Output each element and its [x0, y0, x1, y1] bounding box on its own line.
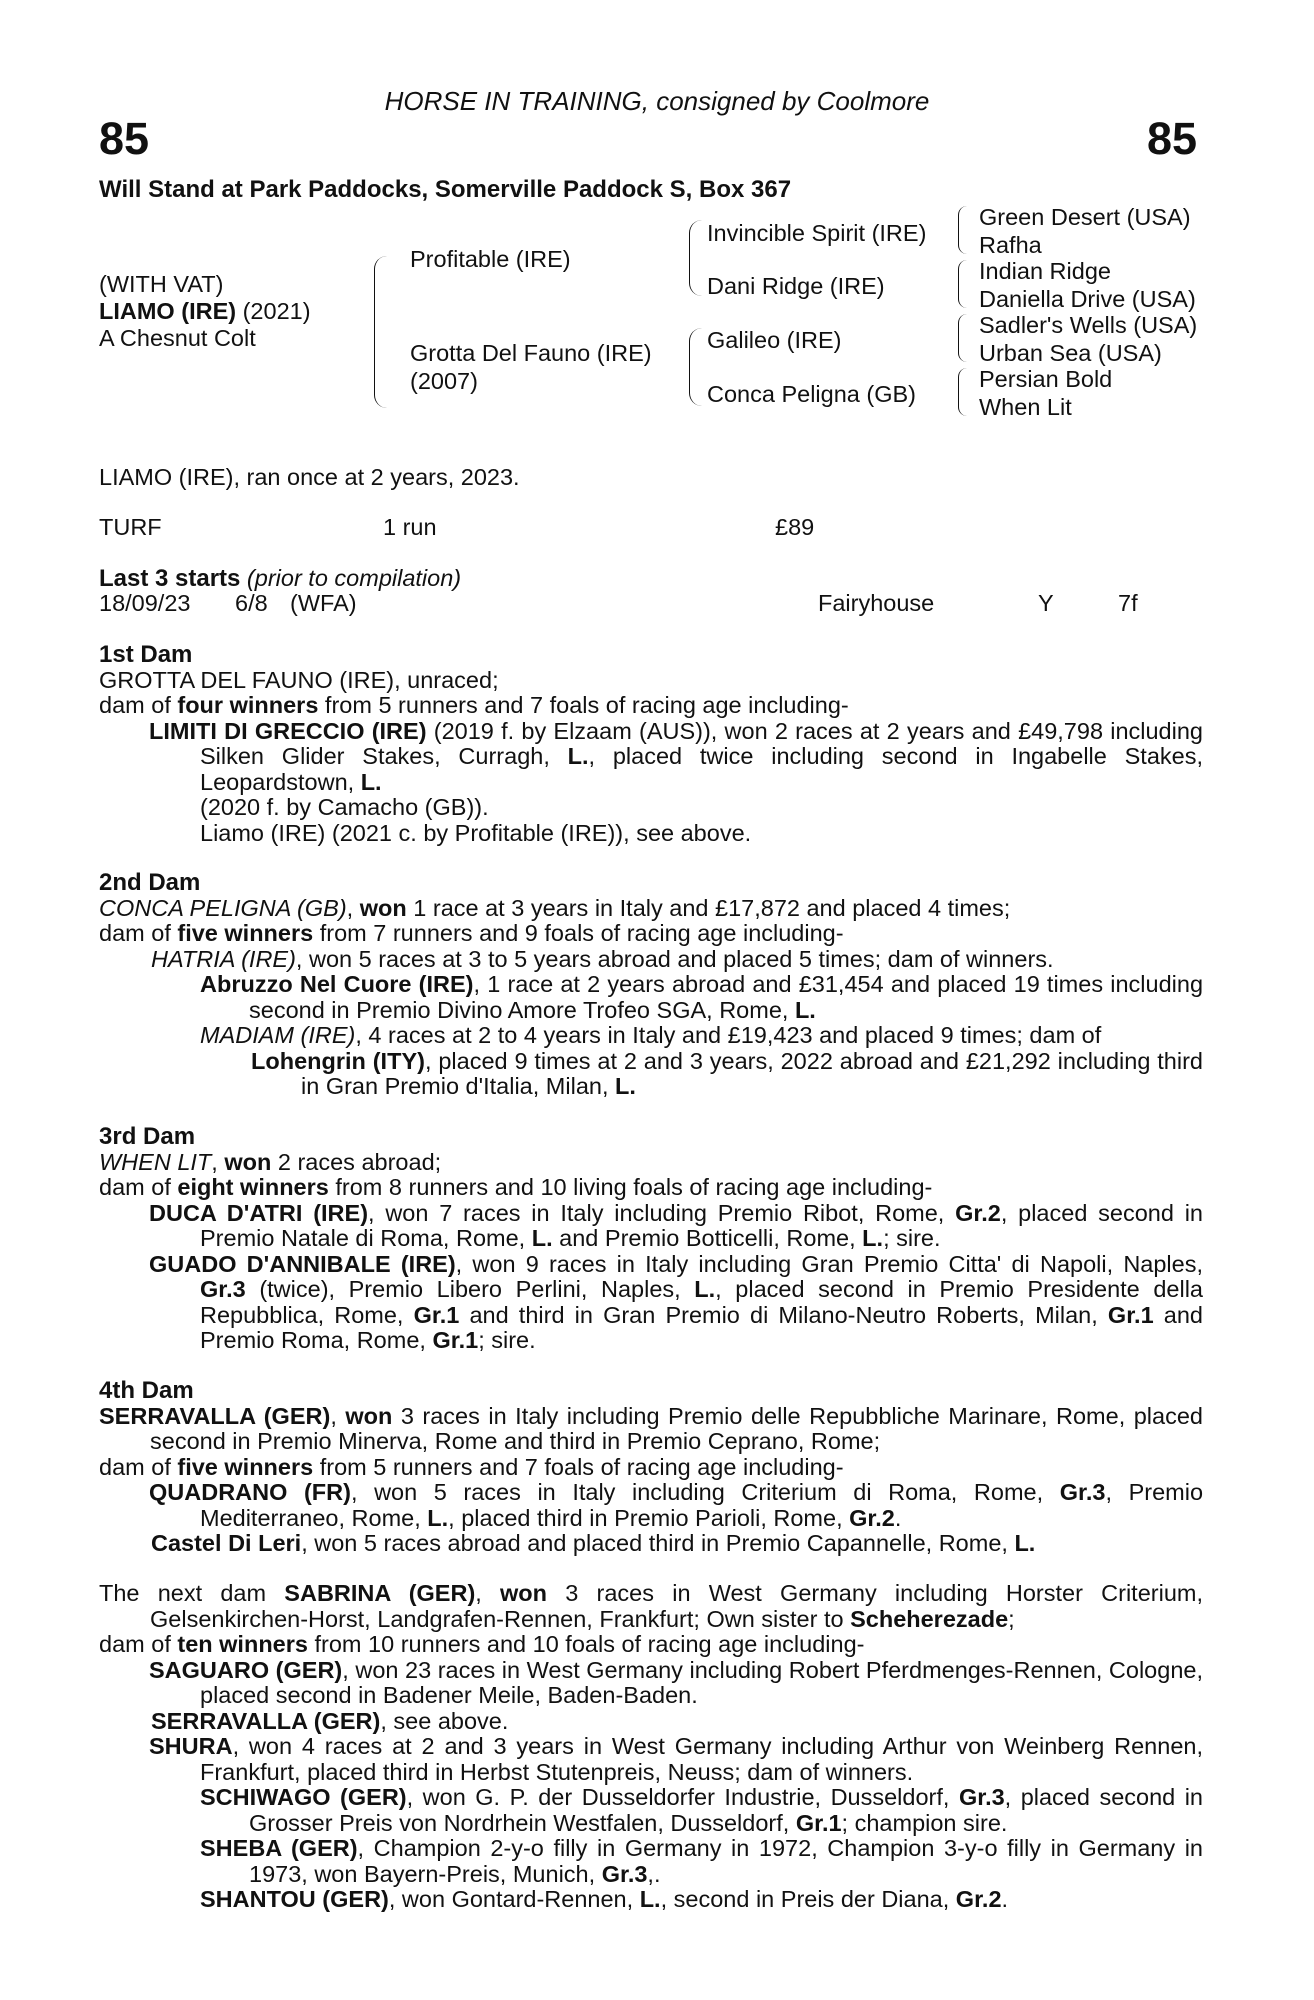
produce-line: dam of ten winners from 10 runners and 10 foals of racing age including-: [99, 1631, 865, 1657]
page-header-title: HORSE IN TRAINING, consigned by Coolmore: [384, 86, 930, 116]
horse-name-line: [99, 299, 311, 325]
section-heading: 3rd Dam: [99, 1123, 196, 1150]
fourth-dam-section: [99, 1378, 1203, 1557]
pedigree-sds: Indian Ridge: [979, 258, 1111, 284]
pedigree-sss: Green Desert (USA): [979, 204, 1191, 230]
produce-entry: MADIAM (IRE), 4 races at 2 to 4 years in Italy and £19,423 and placed 9 times; dam of: [200, 1022, 1102, 1048]
pedigree-brace: [689, 328, 702, 406]
record-earnings: £89: [775, 514, 815, 540]
produce-entry: Liamo (IRE) (2021 c. by Profitable (IRE)), see above.: [200, 819, 752, 846]
produce-line: dam of four winners from 5 runners and 7 foals of racing age including-: [99, 692, 849, 718]
horse-name: LIAMO (IRE): [99, 298, 237, 324]
pedigree-ss: Invincible Spirit (IRE): [707, 220, 927, 246]
produce-entry: DUCA D'ATRI (IRE), won 7 races in Italy including Premio Ribot, Rome, Gr.2, placed second in Premio Natale di Roma, Rome, L. and Premio Botticelli, Rome, L.; sire.: [149, 1199, 1204, 1251]
dam-line: The next dam SABRINA (GER), won 3 races in West Germany including Horster Criterium, Gelsenkirchen-Horst, Landgrafen-Rennen, Frankfurt; Own sister to Scheherezade;: [99, 1580, 1203, 1632]
dam-line: WHEN LIT, won 2 races abroad;: [99, 1148, 442, 1175]
produce-entry: SCHIWAGO (GER), won G. P. der Dusseldorfer Industrie, Dusseldorf, Gr.3, placed second in Grosser Preis von Nordrhein Westfalen, Dusseldorf, Gr.1; champion sire.: [200, 1784, 1204, 1836]
race-summary: LIAMO (IRE), ran once at 2 years, 2023.: [99, 464, 520, 490]
pedigree-ds: Galileo (IRE): [707, 327, 842, 353]
produce-entry: GUADO D'ANNIBALE (IRE), won 9 races in Italy including Gran Premio Citta' di Napoli, Naples, Gr.3 (twice), Premio Libero Perlini, Naples, L., placed second in Premio Presidente della Repubblica, Rome, Gr.1 and third in Gran Premio di Milano-Neutro Roberts, Milan, Gr.1 and Premio Roma, Rome, Gr.1; sire.: [149, 1250, 1203, 1353]
produce-entry: Abruzzo Nel Cuore (IRE), 1 race at 2 years abroad and £31,454 and placed 19 times including second in Premio Divino Amore Trofeo SGA, Rome, L.: [200, 971, 1204, 1023]
produce-entry: SHANTOU (GER), won Gontard-Rennen, L., second in Preis der Diana, Gr.2.: [200, 1886, 1009, 1912]
pedigree-brace: [958, 368, 967, 416]
produce-entry: Castel Di Leri, won 5 races abroad and placed third in Premio Capannelle, Rome, L.: [151, 1530, 1036, 1556]
last-starts-heading: Last 3 starts (prior to compilation): [99, 565, 462, 592]
section-heading: 2nd Dam: [99, 869, 201, 896]
pedigree-dam-year: (2007): [410, 368, 478, 394]
dam-line: CONCA PELIGNA (GB), won 1 race at 3 years in Italy and £17,872 and placed 4 times;: [99, 894, 1011, 921]
produce-entry: SHURA, won 4 races at 2 and 3 years in West Germany including Arthur von Weinberg Rennen, Frankfurt, placed third in Herbst Stutenpreis, Neuss; dam of winners.: [149, 1733, 1203, 1785]
pedigree-dd: Conca Peligna (GB): [707, 381, 916, 407]
third-dam-section: [99, 1124, 1203, 1354]
produce-entry: Lohengrin (ITY), placed 9 times at 2 and 3 years, 2022 abroad and £21,292 including third in Gran Premio d'Italia, Milan, L.: [251, 1047, 1203, 1099]
first-dam-section: [99, 642, 1203, 846]
produce-entry: SHEBA (GER), Champion 2-y-o filly in Germany in 1972, Champion 3-y-o filly in Germany in 1973, won Bayern-Preis, Munich, Gr.3,.: [200, 1835, 1203, 1887]
last-start-distance: 7f: [1118, 590, 1138, 616]
pedigree-brace: [958, 314, 967, 362]
horse-description: A Chesnut Colt: [99, 325, 256, 351]
produce-entry: QUADRANO (FR), won 5 races in Italy including Criterium di Roma, Rome, Gr.3, Premio Mediterraneo, Rome, L., placed third in Premio Parioli, Rome, Gr.2.: [149, 1479, 1204, 1531]
pedigree-brace: [689, 220, 702, 296]
lot-number-right: 85: [1147, 113, 1198, 164]
pedigree-brace: [958, 260, 967, 308]
pedigree-sd: Dani Ridge (IRE): [707, 273, 885, 299]
last-start-going: Y: [1038, 590, 1054, 616]
vat-note: (WITH VAT): [99, 271, 224, 297]
pedigree-ddd: When Lit: [979, 394, 1072, 420]
pedigree-brace: [374, 256, 387, 408]
produce-entry: LIMITI DI GRECCIO (IRE) (2019 f. by Elzaam (AUS)), won 2 races at 2 years and £49,798 including Silken Glider Stakes, Curragh, L., placed twice including second in Ingabelle Stakes, Leopardstown, L.: [149, 717, 1203, 795]
last-start-weight: (WFA): [290, 590, 357, 616]
last-start-placing: 6/8: [235, 590, 268, 616]
lot-number-left: 85: [99, 113, 150, 164]
pedigree-ssd: Rafha: [979, 232, 1042, 258]
last-start-date: 18/09/23: [99, 590, 191, 616]
produce-line: dam of five winners from 5 runners and 7 foals of racing age including-: [99, 1453, 844, 1480]
produce-line: dam of eight winners from 8 runners and 10 living foals of racing age including-: [99, 1174, 933, 1200]
stand-location: Will Stand at Park Paddocks, Somerville Paddock S, Box 367: [99, 176, 792, 203]
pedigree-dss: Sadler's Wells (USA): [979, 312, 1198, 338]
produce-entry: (2020 f. by Camacho (GB)).: [200, 794, 489, 820]
produce-entry: SAGUARO (GER), won 23 races in West Germany including Robert Pferdmenges-Rennen, Cologne, placed second in Badener Meile, Baden-Baden.: [149, 1656, 1203, 1708]
produce-line: dam of five winners from 7 runners and 9 foals of racing age including-: [99, 920, 844, 946]
produce-entry: SERRAVALLA (GER), see above.: [151, 1707, 509, 1734]
second-dam-section: [99, 870, 1203, 1100]
produce-entry: HATRIA (IRE), won 5 races at 3 to 5 years abroad and placed 5 times; dam of winners.: [151, 945, 1054, 972]
pedigree-dds: Persian Bold: [979, 366, 1113, 392]
pedigree-dsd: Urban Sea (USA): [979, 340, 1162, 366]
section-heading: 4th Dam: [99, 1377, 194, 1404]
pedigree-brace: [958, 206, 967, 254]
record-runs: 1 run: [383, 514, 437, 540]
dam-line: SERRAVALLA (GER), won 3 races in Italy including Premio delle Repubbliche Marinare, Rome, placed second in Premio Minerva, Rome and third in Premio Ceprano, Rome;: [99, 1402, 1203, 1454]
last-start-course: Fairyhouse: [818, 590, 935, 616]
dam-line: GROTTA DEL FAUNO (IRE), unraced;: [99, 666, 499, 693]
record-surface: TURF: [99, 514, 162, 540]
section-heading: 1st Dam: [99, 641, 193, 668]
horse-year: (2021): [236, 298, 311, 324]
pedigree-sire: Profitable (IRE): [410, 246, 571, 272]
pedigree-sdd: Daniella Drive (USA): [979, 286, 1196, 312]
next-dam-section: [99, 1581, 1203, 1913]
pedigree-dam: Grotta Del Fauno (IRE): [410, 340, 652, 366]
